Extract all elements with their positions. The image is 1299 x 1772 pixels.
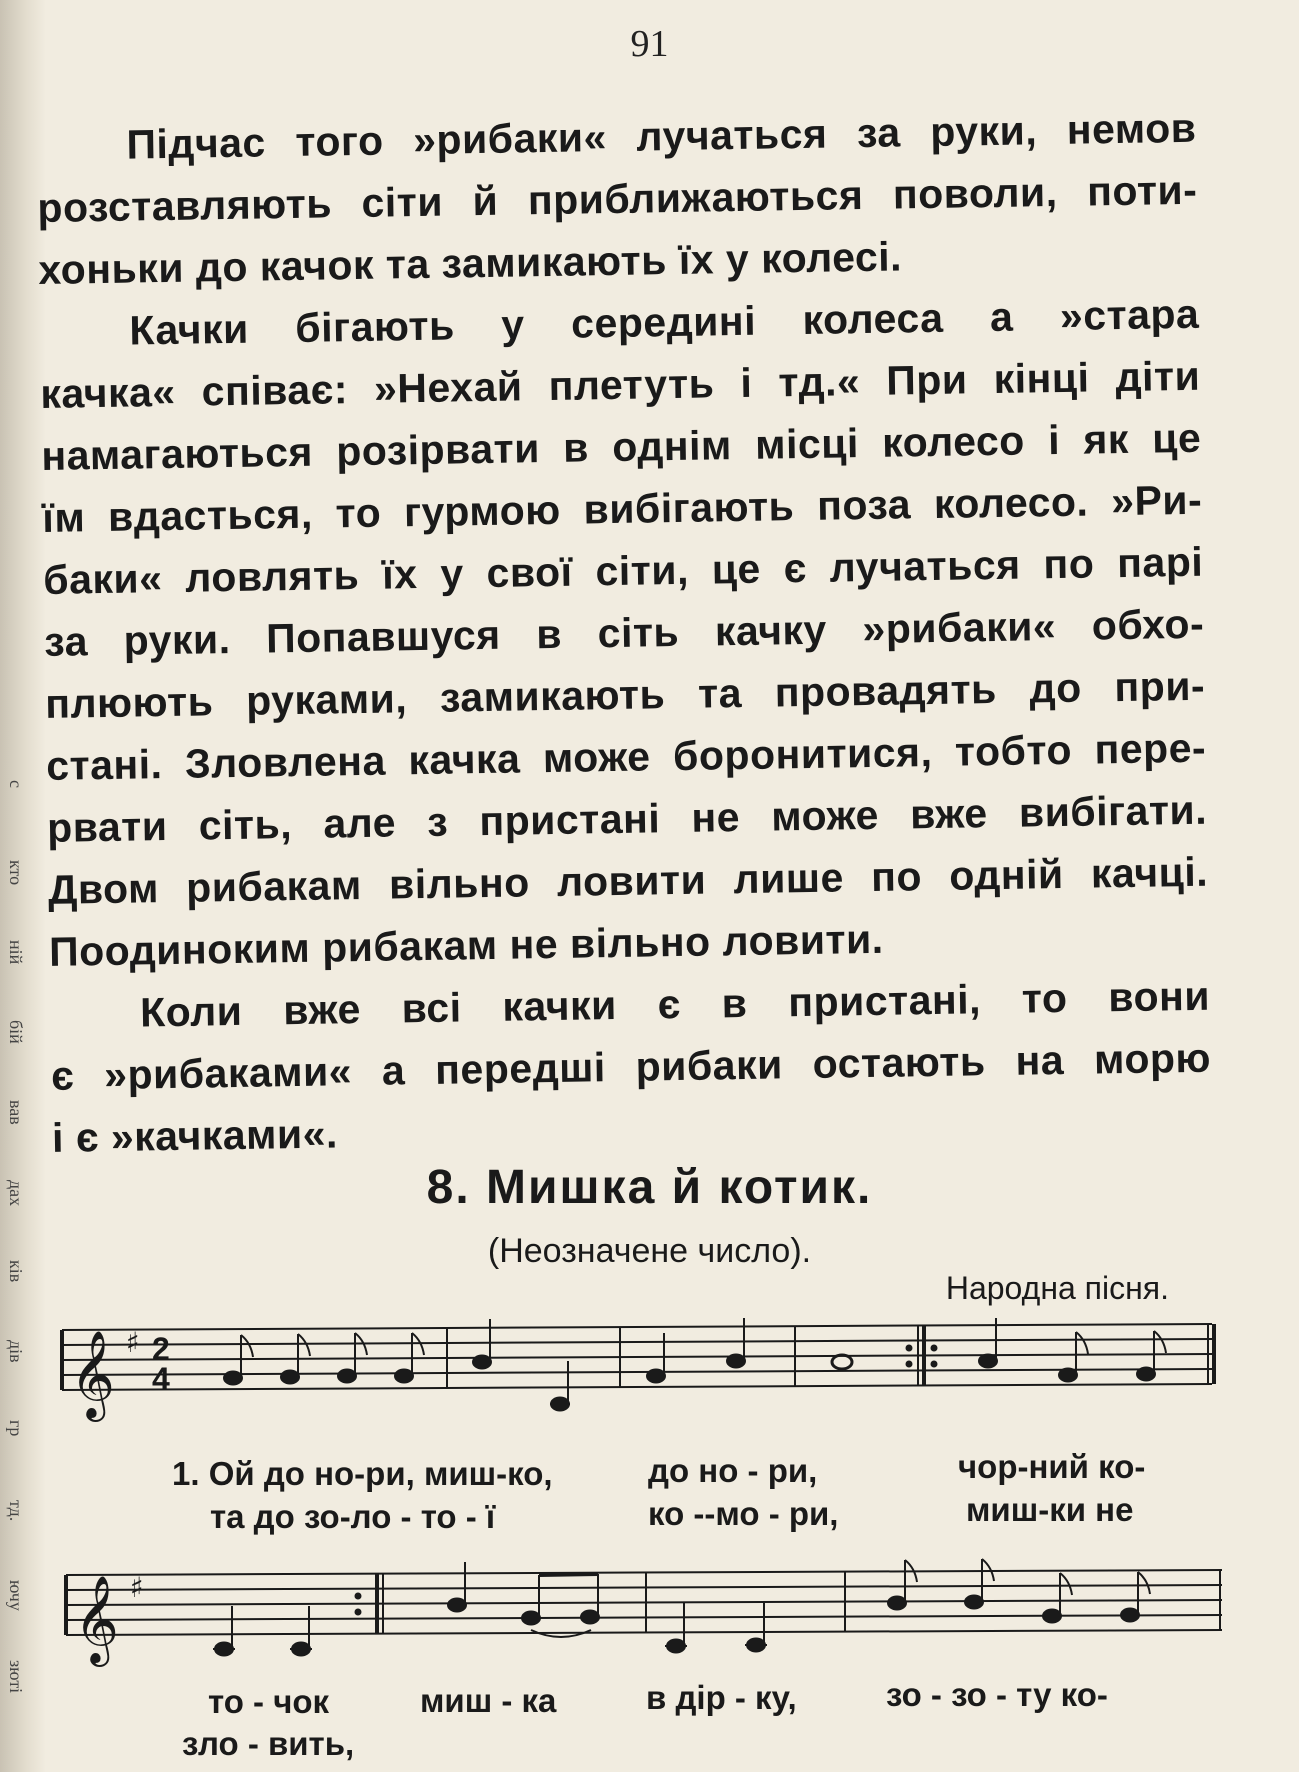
time-signature-bottom: 4 bbox=[152, 1361, 170, 1397]
text-line: намагаються розірвати в однім місці колесо і як це bbox=[40, 414, 1202, 479]
margin-fragment: тд. bbox=[6, 1500, 26, 1522]
lyric-syllables: зло - вить, bbox=[182, 1725, 355, 1762]
margin-fragment: кто bbox=[6, 860, 26, 886]
text-line: розставляють сіти й приближаються поволи, поти- bbox=[37, 166, 1198, 231]
lyric-syllables: зо - зо - ту ко- bbox=[886, 1676, 1108, 1713]
text-line: стані. Зловлена качка може боронитися, тобто пере- bbox=[45, 724, 1207, 789]
margin-fragment: с bbox=[6, 780, 26, 788]
song-title: 8. Мишка й котик. bbox=[426, 1161, 873, 1214]
margin-fragment: гр bbox=[6, 1420, 26, 1437]
song-attribution: Народна пісня. bbox=[945, 1270, 1169, 1306]
key-signature-sharp-icon: ♯ bbox=[130, 1571, 144, 1604]
lyric-syllables: ко -‑мо - ри, bbox=[648, 1495, 839, 1532]
lyric-syllables: 1. Ой до но-ри, миш-ко, bbox=[172, 1455, 553, 1492]
lyric-syllables: чор-ний ко- bbox=[958, 1448, 1146, 1485]
margin-fragment: бій bbox=[6, 1020, 26, 1044]
margin-fragment: дах bbox=[6, 1180, 26, 1207]
notes-staff-1 bbox=[224, 1318, 1166, 1411]
margin-fragment: ків bbox=[6, 1260, 26, 1283]
margin-fragment: вав bbox=[6, 1100, 26, 1125]
text-line: хоньки до качок та замикають їх у колесі. bbox=[38, 233, 903, 293]
key-signature-sharp-icon: ♯ bbox=[126, 1326, 140, 1359]
text-line: Качки бігають у середині колеса а »стара bbox=[129, 290, 1200, 354]
text-line: Коли вже всі качки є в пристані, то вони bbox=[139, 972, 1211, 1036]
margin-fragment: ючу bbox=[6, 1580, 26, 1611]
text-line: плюють руками, замикають та провадять до при- bbox=[44, 662, 1206, 727]
treble-clef-icon: 𝄞 bbox=[74, 1574, 119, 1663]
text-line: рвати сіть, але з пристані не може вже вибігати. bbox=[46, 786, 1208, 851]
margin-fragment: ній bbox=[6, 940, 26, 965]
text-line: за руки. Попавшуся в сіть качку »рибаки« обхо- bbox=[43, 600, 1205, 665]
music-staff-2 bbox=[66, 1570, 1222, 1635]
lyric-syllables: до но - ри, bbox=[648, 1452, 818, 1489]
page-number: 91 bbox=[630, 23, 669, 65]
text-line: Підчас того »рибаки« лучаться за руки, немов bbox=[126, 104, 1197, 168]
text-line: качка« співає: »Нехай плетуть і тд.« При кінці діти bbox=[40, 352, 1201, 417]
lyric-syllables: миш-ки не bbox=[966, 1491, 1134, 1528]
lyric-syllables: та до зо-ло - то - ї bbox=[210, 1498, 496, 1535]
song-subtitle: (Неозначене число). bbox=[487, 1232, 812, 1270]
margin-fragment: зюті bbox=[6, 1660, 26, 1694]
text-line: є »рибаками« а передші рибаки остають на морю bbox=[50, 1034, 1212, 1099]
treble-clef-icon: 𝄞 bbox=[70, 1329, 115, 1418]
lyric-syllables: то - чок bbox=[208, 1683, 330, 1720]
time-signature-top: 2 bbox=[152, 1331, 170, 1367]
text-line: Поодиноким рибакам не вільно ловити. bbox=[48, 915, 884, 975]
text-line: баки« ловлять їх у свої сіти, це є лучаться по парі bbox=[42, 538, 1204, 603]
margin-fragment: дів bbox=[6, 1340, 26, 1363]
text-line: і є »качками«. bbox=[51, 1110, 339, 1161]
text-line: їм вдасться, то гурмою вибігають поза колесо. »Ри- bbox=[41, 476, 1203, 541]
text-line: Двом рибакам вільно ловити лише по одній качці. bbox=[47, 848, 1209, 913]
lyric-syllables: миш - ка bbox=[420, 1682, 557, 1719]
lyric-syllables: в дір - ку, bbox=[646, 1679, 797, 1716]
